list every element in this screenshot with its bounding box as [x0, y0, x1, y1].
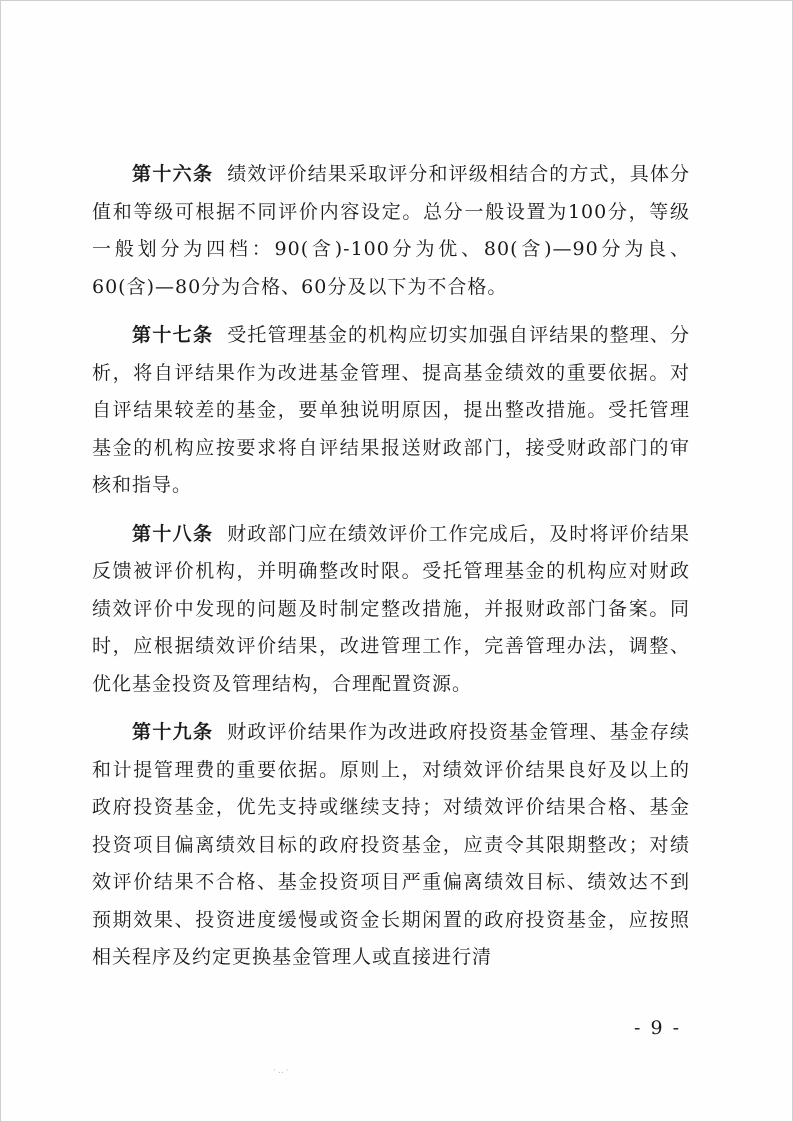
- article-18: [92, 516, 690, 704]
- scan-artifact-mark: ·‥·: [273, 1066, 291, 1076]
- article-heading: 第十六条: [132, 163, 214, 185]
- article-text: 财政部门应在绩效评价工作完成后，及时将评价结果反馈被评价机构，并明确整改时限。受托管理基金的机构应对财政绩效评价中发现的问题及时制定整改措施，并报财政部门备案。同时，应根据绩效评价结果，改进管理工作，完善管理办法，调整、优化基金投资及管理结构，合理配置资源。: [92, 522, 690, 695]
- article-heading: 第十七条: [132, 324, 214, 346]
- article-text: 财政评价结果作为改进政府投资基金管理、基金存续和计提管理费的重要依据。原则上，对绩效评价结果良好及以上的政府投资基金，优先支持或继续支持；对绩效评价结果合格、基金投资项目偏离绩效目标的政府投资基金，应责令其限期整改；对绩效评价结果不合格、基金投资项目严重偏离绩效目标、绩效达不到预期效果、投资进度缓慢或资金长期闲置的政府投资基金，应按照相关程序及约定更换基金管理人或直接进行清: [92, 721, 690, 968]
- article-text: 绩效评价结果采取评分和评级相结合的方式，具体分值和等级可根据不同评价内容设定。总分一般设置为100分，等级一般划分为四档：90(含)-100分为优、80(含)—90分为良、60(含)—80分为合格、60分及以下为不合格。: [92, 163, 690, 298]
- document-body: [92, 156, 690, 988]
- article-16: [92, 156, 690, 306]
- article-19: [92, 714, 690, 977]
- article-heading: 第十八条: [132, 522, 214, 545]
- article-17: [92, 317, 690, 505]
- page-number: - 9 -: [634, 1017, 682, 1039]
- article-heading: 第十九条: [132, 721, 214, 743]
- article-text: 受托管理基金的机构应切实加强自评结果的整理、分析，将自评结果作为改进基金管理、提高基金绩效的重要依据。对自评结果较差的基金，要单独说明原因，提出整改措施。受托管理基金的机构应按要求将自评结果报送财政部门，接受财政部门的审核和指导。: [92, 324, 690, 496]
